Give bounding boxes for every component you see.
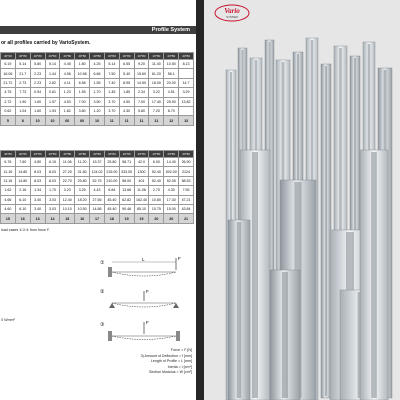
- table-cell: 4.25: [90, 60, 105, 69]
- table-cell: 13.82: [179, 97, 194, 106]
- table-cell: 1.55: [75, 88, 90, 97]
- table-cell: 401: [134, 176, 149, 185]
- table-cell: 56.1: [164, 69, 179, 78]
- table-cell: 6.15: [45, 158, 60, 167]
- table-header-cell: 40*80: [90, 53, 105, 60]
- table-cell: 4.80: [30, 158, 45, 167]
- table-cell: 4.51: [164, 88, 179, 97]
- table-cell: 3.50: [90, 97, 105, 106]
- table-cell: 3.40: [30, 204, 45, 213]
- table-cell: 2.34: [134, 88, 149, 97]
- table-footer-cell: 8: [15, 116, 30, 125]
- table-cell: 2.72: [1, 97, 16, 106]
- table-footer-cell: 13: [179, 116, 194, 125]
- table-cell: 4.45: [60, 60, 75, 69]
- profile-slot: [252, 152, 258, 398]
- table-cell: 1.82: [60, 106, 75, 115]
- table-cell: 52.05: [164, 176, 179, 185]
- table-footer-cell: 5: [1, 116, 16, 125]
- table-cell: 3.29: [179, 88, 194, 97]
- table-cell: 1.93: [45, 106, 60, 115]
- table-footer-cell: 21: [179, 214, 194, 223]
- diagram-3-number: ③: [100, 322, 105, 328]
- table-cell: 90.46: [119, 204, 134, 213]
- table-cell: 4.30: [164, 186, 179, 195]
- profile-table-1: [0, 52, 194, 126]
- table-cell: 11.06: [60, 158, 75, 167]
- units-note: 0 N/mm²: [1, 318, 15, 322]
- table-cell: 3.22: [149, 88, 164, 97]
- table-header-cell: 40*80: [104, 53, 119, 60]
- table-cell: 5.80: [134, 106, 149, 115]
- table-cell: 7.60: [15, 158, 30, 167]
- table-cell: 2124: [179, 167, 194, 176]
- table-cell: 18.00: [149, 78, 164, 87]
- table-cell: 1.23: [60, 88, 75, 97]
- table-header-cell: 40*80: [149, 53, 164, 60]
- table-cell: 2.73: [15, 78, 30, 87]
- table-cell: 27.65: [90, 195, 105, 204]
- table-cell: 9.20: [134, 60, 149, 69]
- table-cell: 1.04: [15, 106, 30, 115]
- table-cell: [179, 106, 194, 115]
- table-footer-cell: 16: [75, 214, 90, 223]
- diagram-3-support-left: [108, 331, 112, 341]
- profile-bars: [226, 38, 392, 400]
- table-cell: 52.40: [149, 176, 164, 185]
- profile-slot: [325, 66, 327, 396]
- table-cell: 10.50: [164, 60, 179, 69]
- table-cell: 18.20: [75, 195, 90, 204]
- table-footer-cell: 12: [164, 116, 179, 125]
- table-row: [1, 97, 194, 106]
- profile-slot: [371, 152, 377, 398]
- table-cell: 124.02: [90, 167, 105, 176]
- formula-legend: [96, 348, 192, 376]
- table-header-cell: 40*80: [45, 151, 60, 158]
- table-cell: 61.20: [149, 69, 164, 78]
- table-cell: 6.84: [104, 186, 119, 195]
- table-cell: 2.70: [149, 186, 164, 195]
- table-cell: 3.25: [75, 186, 90, 195]
- table-cell: 162.40: [134, 195, 149, 204]
- table-cell: 1.44: [45, 69, 60, 78]
- table-cell: 3.23: [60, 186, 75, 195]
- diagram-3-deflection: [112, 336, 176, 340]
- table-cell: 3.40: [30, 195, 45, 204]
- diagram-3-force-label: F: [146, 320, 149, 325]
- table-cell: 1.20: [90, 106, 105, 115]
- diagram-2-number: ②: [100, 289, 105, 295]
- logo-brand: Vario: [224, 7, 240, 15]
- table-cell: 3.70: [104, 97, 119, 106]
- formula-line: Section Modulus = W [cm³]: [148, 370, 192, 375]
- table-cell: 4.30: [119, 106, 134, 115]
- table-cell: 4.53: [60, 97, 75, 106]
- table-footer-cell: 10: [45, 116, 60, 125]
- table-cell: 8.03: [45, 176, 60, 185]
- table-header-cell: 40*80: [60, 151, 75, 158]
- table-cell: 47.21: [179, 195, 194, 204]
- table-cell: 14.40: [164, 158, 179, 167]
- table-cell: 11.20: [75, 158, 90, 167]
- table-header-cell: 40*80: [179, 151, 194, 158]
- table-cell: 22.70: [60, 176, 75, 185]
- header-title: Profile System: [151, 27, 190, 33]
- table-cell: 0.54: [30, 88, 45, 97]
- table-cell: 2.82: [45, 78, 60, 87]
- table-header-cell: 40*80: [119, 53, 134, 60]
- table-cell: 1.60: [30, 106, 45, 115]
- table-cell: 502.00: [164, 167, 179, 176]
- table-cell: 10.50: [75, 204, 90, 213]
- table-footer-cell: 11: [134, 116, 149, 125]
- table-cell: 85.10: [134, 204, 149, 213]
- table-header-cell: 40*80: [60, 53, 75, 60]
- table-cell: 8.03: [45, 167, 60, 176]
- table-cell: 10.80: [149, 195, 164, 204]
- diagram-2-force-label: F: [146, 289, 149, 294]
- table-footer-cell: 18: [104, 214, 119, 223]
- table-header-cell: 40*80: [45, 53, 60, 60]
- table-cell: 58.00: [119, 176, 134, 185]
- table-cell: 14.88: [90, 204, 105, 213]
- table-footer-cell: 14: [45, 214, 60, 223]
- profile-slot: [282, 272, 288, 398]
- table-header-cell: 40*80: [134, 151, 149, 158]
- table-row: [1, 106, 194, 115]
- table-cell: 31.80: [75, 167, 90, 176]
- table-cell: 1.85: [119, 88, 134, 97]
- table-row: [1, 88, 194, 97]
- table-cell: 10.75: [149, 204, 164, 213]
- table-header-cell: 40*80: [90, 151, 105, 158]
- table-cell: 21.72: [1, 78, 16, 87]
- formula-line: 3) Amount of Deflection = f [mm]: [140, 353, 192, 358]
- table-cell: 15.60: [134, 69, 149, 78]
- table-cell: 13.66: [119, 186, 134, 195]
- table-cell: 42.0: [134, 158, 149, 167]
- table-header-cell: 40*80: [15, 53, 30, 60]
- table-cell: 0.81: [45, 88, 60, 97]
- aluminium-profiles-photo: [220, 30, 400, 400]
- table-cell: 11.40: [149, 60, 164, 69]
- table-cell: 215.00: [104, 167, 119, 176]
- table-cell: 3.03: [45, 204, 60, 213]
- table-cell: 62.82: [119, 195, 134, 204]
- table-footer-cell: 19: [134, 214, 149, 223]
- table-cell: 14.50: [134, 78, 149, 87]
- table-cell: 12.40: [60, 195, 75, 204]
- table-cell: 1.34: [30, 186, 45, 195]
- table-cell: 1.70: [90, 88, 105, 97]
- table-cell: 7.50: [104, 69, 119, 78]
- table-footer-cell: 10: [30, 116, 45, 125]
- table-cell: 6.76: [1, 158, 16, 167]
- table-row: [1, 167, 194, 176]
- table-cell: 14.80: [15, 167, 30, 176]
- diagram-1-number: ①: [100, 260, 105, 266]
- table-cell: 26.90: [179, 158, 194, 167]
- table-header-cell: 40*80: [119, 151, 134, 158]
- table-cell: 4.66: [1, 195, 16, 204]
- table-row: [1, 195, 194, 204]
- table-cell: 17.40: [149, 97, 164, 106]
- table-cell: 1.90: [15, 97, 30, 106]
- table-cell: 8.95: [119, 78, 134, 87]
- table-cell: 1.60: [30, 97, 45, 106]
- table-footer-row: [1, 116, 194, 125]
- table-footer-row: [1, 214, 194, 223]
- diagram-3-support-right: [176, 331, 180, 341]
- table-footer-cell: 16: [15, 214, 30, 223]
- table-header-cell: 40*80: [149, 151, 164, 158]
- table-cell: 7.73: [15, 88, 30, 97]
- table-cell: 45.40: [104, 195, 119, 204]
- table-cell: 14.7: [179, 78, 194, 87]
- table-cell: 8.03: [30, 176, 45, 185]
- formula-line: Force = F [N]: [170, 348, 192, 352]
- table-cell: [179, 69, 194, 78]
- table-cell: 45.40: [104, 204, 119, 213]
- table-footer-cell: 60: [60, 116, 75, 125]
- diagram-2-support-right: [173, 303, 179, 308]
- table-cell: 7.00: [134, 97, 149, 106]
- table-cell: 11.16: [1, 176, 16, 185]
- table-header-cell: 40*80: [179, 53, 194, 60]
- table-cell: 11.16: [1, 167, 16, 176]
- table-cell: 1300: [134, 167, 149, 176]
- table-cell: 1.55: [90, 78, 105, 87]
- table-footer-cell: 20: [164, 214, 179, 223]
- table-cell: 1.57: [45, 97, 60, 106]
- table-cell: 3.70: [104, 106, 119, 115]
- table-cell: 6.58: [75, 78, 90, 87]
- table-header-cell: 40*80: [75, 151, 90, 158]
- table-cell: 16.06: [1, 69, 16, 78]
- table-cell: 5.14: [45, 60, 60, 69]
- table-cell: 4.75: [1, 88, 16, 97]
- table-header-cell: 40*80: [30, 53, 45, 60]
- table-cell: 25.80: [75, 176, 90, 185]
- table-cell: 2.23: [30, 78, 45, 87]
- table-header-cell: 40*80: [164, 53, 179, 60]
- formula-line: Length of Profile = L [mm]: [150, 359, 192, 364]
- table-footer-cell: 15: [60, 214, 75, 223]
- table-cell: 6.00: [149, 158, 164, 167]
- table-cell: 6.19: [1, 60, 16, 69]
- table-row: [1, 204, 194, 213]
- diagram-1-deflection: [112, 272, 176, 276]
- table-cell: 15.00: [164, 204, 179, 213]
- table-cell: 4.50: [119, 97, 134, 106]
- table-header-cell: 40*80: [15, 151, 30, 158]
- table-cell: 7.55: [179, 186, 194, 195]
- table-cell: 21.7: [15, 69, 30, 78]
- table-cell: 4.60: [1, 204, 16, 213]
- table-row: [1, 78, 194, 87]
- diagram-2-support-left: [109, 303, 115, 308]
- profile-table-2: [0, 150, 194, 224]
- table-row: [1, 60, 194, 69]
- diagram-1-support: [108, 267, 112, 277]
- table-cell: 6.55: [119, 60, 134, 69]
- table-cell: 1.45: [104, 88, 119, 97]
- table-footer-cell: 10: [90, 116, 105, 125]
- table-row: [1, 158, 194, 167]
- table-cell: 52.40: [149, 167, 164, 176]
- table-cell: 210.00: [104, 176, 119, 185]
- table-footer-cell: 11: [149, 116, 164, 125]
- table-cell: 25.90: [164, 97, 179, 106]
- left-page: [0, 0, 196, 400]
- table-cell: 6.10: [15, 204, 30, 213]
- table-header-row: [1, 151, 194, 158]
- table-cell: 52.75: [90, 176, 105, 185]
- table-header-cell: 40*80: [30, 151, 45, 158]
- table-footer-cell: 11: [119, 116, 134, 125]
- table-header-cell: 40*40: [1, 53, 16, 60]
- table-cell: 15.37: [90, 158, 105, 167]
- table-header-cell: 40*80: [164, 151, 179, 158]
- formula-line: Inertia = I [cm⁴]: [167, 364, 192, 369]
- table-row: [1, 69, 194, 78]
- table-cell: 14.80: [15, 176, 30, 185]
- table-cell: 27.20: [60, 167, 75, 176]
- table-header-cell: 40*80: [134, 53, 149, 60]
- table-cell: 4.56: [60, 69, 75, 78]
- table-footer-cell: 15: [1, 214, 16, 223]
- table-cell: 10.58: [75, 69, 90, 78]
- table-cell: 3.03: [45, 195, 60, 204]
- table-cell: 7.20: [149, 106, 164, 115]
- table-cell: 0.62: [1, 106, 16, 115]
- table-cell: 1.62: [1, 186, 16, 195]
- page-gutter: [196, 0, 204, 400]
- table-cell: 20.00: [164, 78, 179, 87]
- table-cell: 1.70: [45, 186, 60, 195]
- intro-text: or all profiles carried by VarioSystem.: [1, 40, 91, 46]
- table-footer-cell: 17: [90, 214, 105, 223]
- table-cell: 6.10: [15, 195, 30, 204]
- load-note: load cases ①②③ from force F.: [1, 228, 50, 232]
- table-row: [1, 176, 194, 185]
- table-header-cell: 40*80: [104, 151, 119, 158]
- diagram-1-force-label: F: [178, 256, 181, 261]
- table-cell: 17.30: [164, 195, 179, 204]
- table-cell: 8.13: [179, 60, 194, 69]
- table-footer-cell: 20: [149, 214, 164, 223]
- table-cell: 2.23: [30, 69, 45, 78]
- table-cell: 333.00: [119, 167, 134, 176]
- table-header-row: [1, 53, 194, 60]
- table-cell: 5.80: [30, 60, 45, 69]
- table-cell: 58.71: [119, 158, 134, 167]
- table-cell: 4.43: [90, 186, 105, 195]
- table-cell: 6.66: [90, 69, 105, 78]
- right-page: [204, 0, 400, 400]
- table-header-cell: 40*80: [75, 53, 90, 60]
- table-cell: 2.16: [15, 186, 30, 195]
- table-cell: 25.80: [104, 158, 119, 167]
- table-cell: 7.40: [104, 78, 119, 87]
- table-footer-cell: 60: [75, 116, 90, 125]
- table-cell: 5.40: [119, 69, 134, 78]
- table-cell: 11.06: [134, 186, 149, 195]
- vario-system-logo: [214, 4, 250, 22]
- table-cell: 10.10: [60, 204, 75, 213]
- table-cell: 3.80: [75, 106, 90, 115]
- table-cell: 7.00: [75, 97, 90, 106]
- table-footer-cell: 13: [30, 214, 45, 223]
- table-cell: 4.11: [60, 78, 75, 87]
- table-cell: 5.14: [104, 60, 119, 69]
- table-cell: 1.80: [75, 60, 90, 69]
- diagram-2-deflection: [112, 303, 176, 307]
- table-row: [1, 186, 194, 195]
- profile-slot: [237, 222, 241, 398]
- table-header-cell: 40*80: [1, 151, 16, 158]
- table-cell: 43.84: [179, 204, 194, 213]
- diagram-1-length-label: L: [142, 257, 145, 262]
- table-footer-cell: 11: [104, 116, 119, 125]
- logo-sub: SYSTEM: [226, 15, 238, 19]
- table-cell: 5.14: [15, 60, 30, 69]
- table-footer-cell: 19: [119, 214, 134, 223]
- table-cell: 58.53: [179, 176, 194, 185]
- table-cell: 8.70: [164, 106, 179, 115]
- table-cell: 8.03: [30, 167, 45, 176]
